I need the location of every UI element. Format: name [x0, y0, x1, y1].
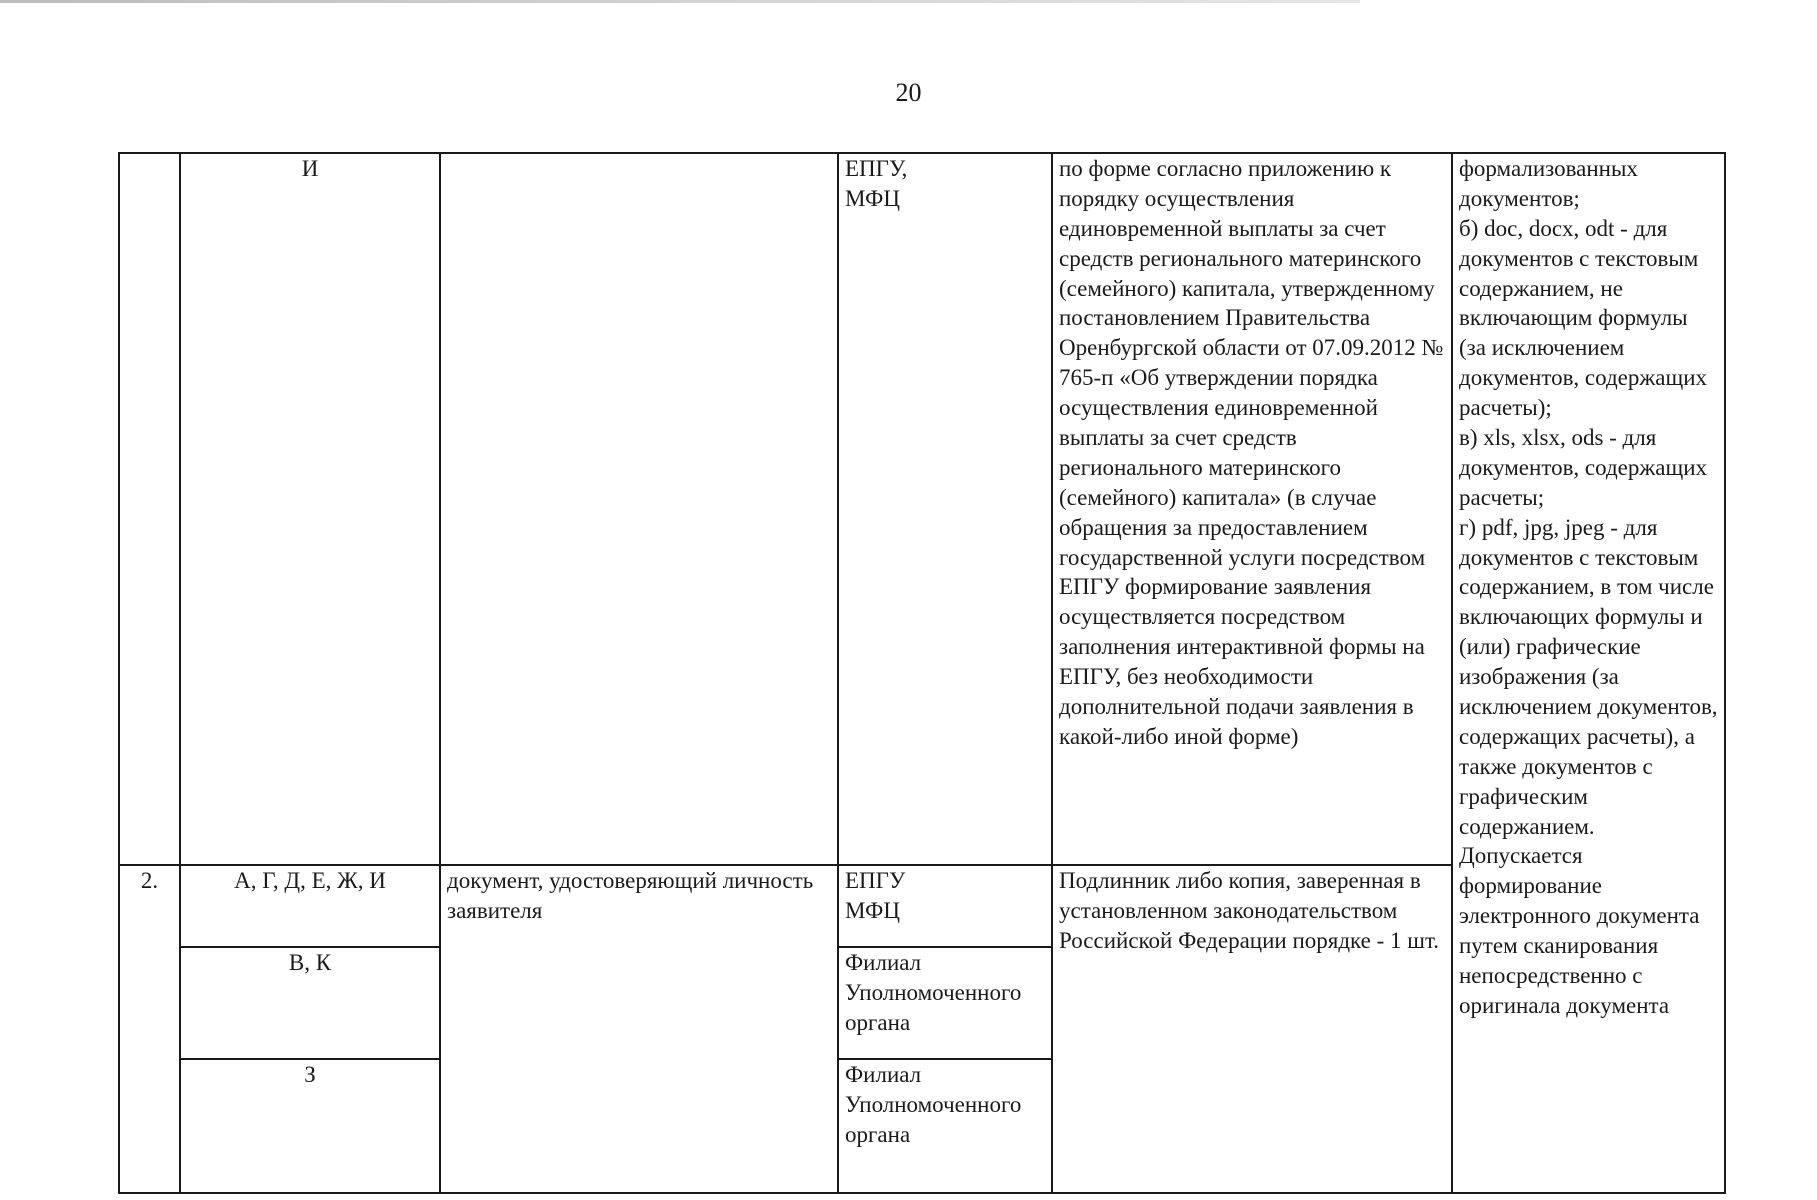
scan-edge	[0, 0, 1360, 3]
row-number-cell: 2.	[119, 865, 180, 1193]
requirements-cell: по форме согласно приложению к порядку осуществления единовременной выплаты за счет средств регионального материнского (семейного) капитала, утвержденному постановлением Правительства Оренбургской области от 07.09.2012 № 765-п «Об утверждении порядка осуществления единовременной выплаты за счет средств регионального материнского (семейного) капитала» (в случае обращения за предоставлением государственной услуги посредством ЕПГУ формирование заявления осуществляется посредством заполнения интерактивной формы на ЕПГУ, без необходимости дополнительной подачи заявления в какой-либо иной форме)	[1052, 153, 1452, 865]
document-table	[118, 152, 1726, 1194]
category-cell: И	[180, 153, 440, 865]
category-cell: З	[180, 1059, 440, 1193]
category-cell: В, К	[180, 947, 440, 1059]
category-cell: А, Г, Д, Е, Ж, И	[180, 865, 440, 947]
row-number-cell	[119, 153, 180, 865]
channel-cell: ЕПГУ МФЦ	[838, 865, 1052, 947]
channel-cell: ЕПГУ, МФЦ	[838, 153, 1052, 865]
document-cell: документ, удостоверяющий личность заявителя	[440, 865, 838, 1193]
requirements-cell: Подлинник либо копия, заверенная в установленном законодательством Российской Федерации порядке - 1 шт.	[1052, 865, 1452, 1193]
document-cell	[440, 153, 838, 865]
table-row	[119, 153, 1725, 865]
page-number: 20	[895, 78, 922, 107]
file-formats-cell: формализованных документов; б) doc, docx, odt - для документов с текстовым содержанием, не включающим формулы (за исключением документов, содержащих расчеты); в) xls, xlsx, ods - для документов, содержащих расчеты; г) pdf, jpg, jpeg - для документов с текстовым содержанием, в том числе включающих формулы и (или) графические изображения (за исключением документов, содержащих расчеты), а также документов с графическим содержанием. Допускается формирование электронного документа путем сканирования непосредственно с оригинала документа	[1452, 153, 1725, 1193]
channel-cell: Филиал Уполномоченного органа	[838, 1059, 1052, 1193]
channel-cell: Филиал Уполномоченного органа	[838, 947, 1052, 1059]
